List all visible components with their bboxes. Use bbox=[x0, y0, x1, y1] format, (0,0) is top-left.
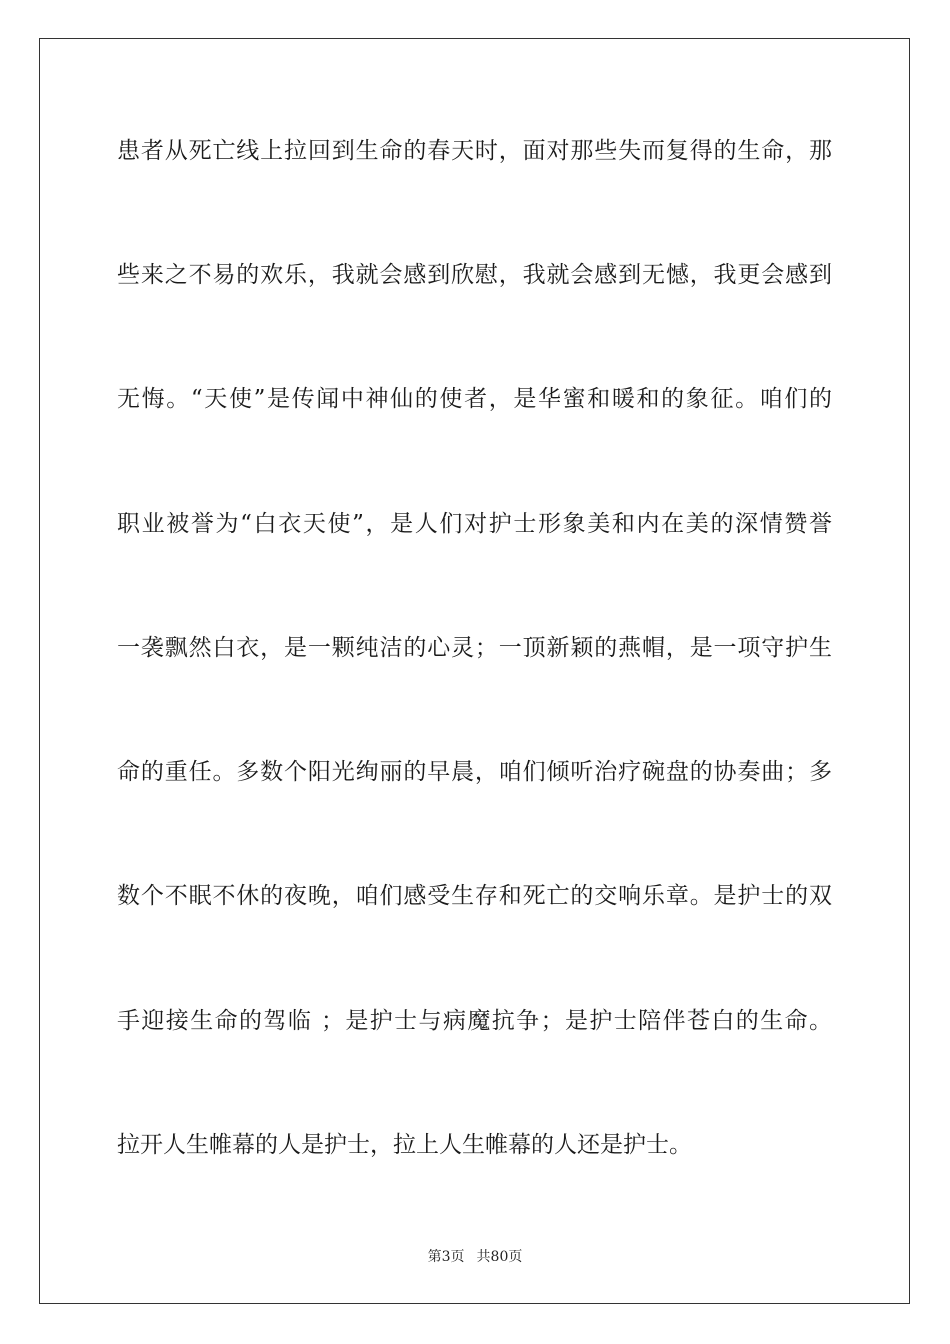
paragraph-line: 命的重任。多数个阳光绚丽的早晨，咱们倾听治疗碗盘的协奏曲；多 bbox=[117, 759, 832, 785]
paragraph-line: 患者从死亡线上拉回到生命的春天时，面对那些失而复得的生命，那 bbox=[117, 138, 832, 164]
paragraph-line: 无悔。“天使”是传闻中神仙的使者，是华蜜和暖和的象征。咱们的 bbox=[117, 386, 832, 412]
paragraph-line: 手迎接生命的驾临 ；是护士与病魔抗争；是护士陪伴苍白的生命。 bbox=[117, 1008, 832, 1034]
page-number: 第3页 bbox=[427, 1249, 465, 1265]
paragraph-line: 些来之不易的欢乐，我就会感到欣慰，我就会感到无憾，我更会感到 bbox=[117, 262, 832, 288]
paragraph-line: 职业被誉为“白衣天使”，是人们对护士形象美和内在美的深情赞誉 bbox=[117, 511, 832, 537]
paragraph-line: 拉开人生帷幕的人是护士，拉上人生帷幕的人还是护士。 bbox=[117, 1132, 692, 1158]
paragraph-line: 一袭飘然白衣，是一颗纯洁的心灵；一顶新颖的燕帽，是一项守护生 bbox=[117, 635, 832, 661]
page-footer bbox=[0, 1248, 950, 1266]
paragraph-line: 数个不眠不休的夜晚，咱们感受生存和死亡的交响乐章。是护士的双 bbox=[117, 883, 832, 909]
page-total: 共80页 bbox=[476, 1249, 523, 1265]
page-border bbox=[39, 38, 910, 1304]
